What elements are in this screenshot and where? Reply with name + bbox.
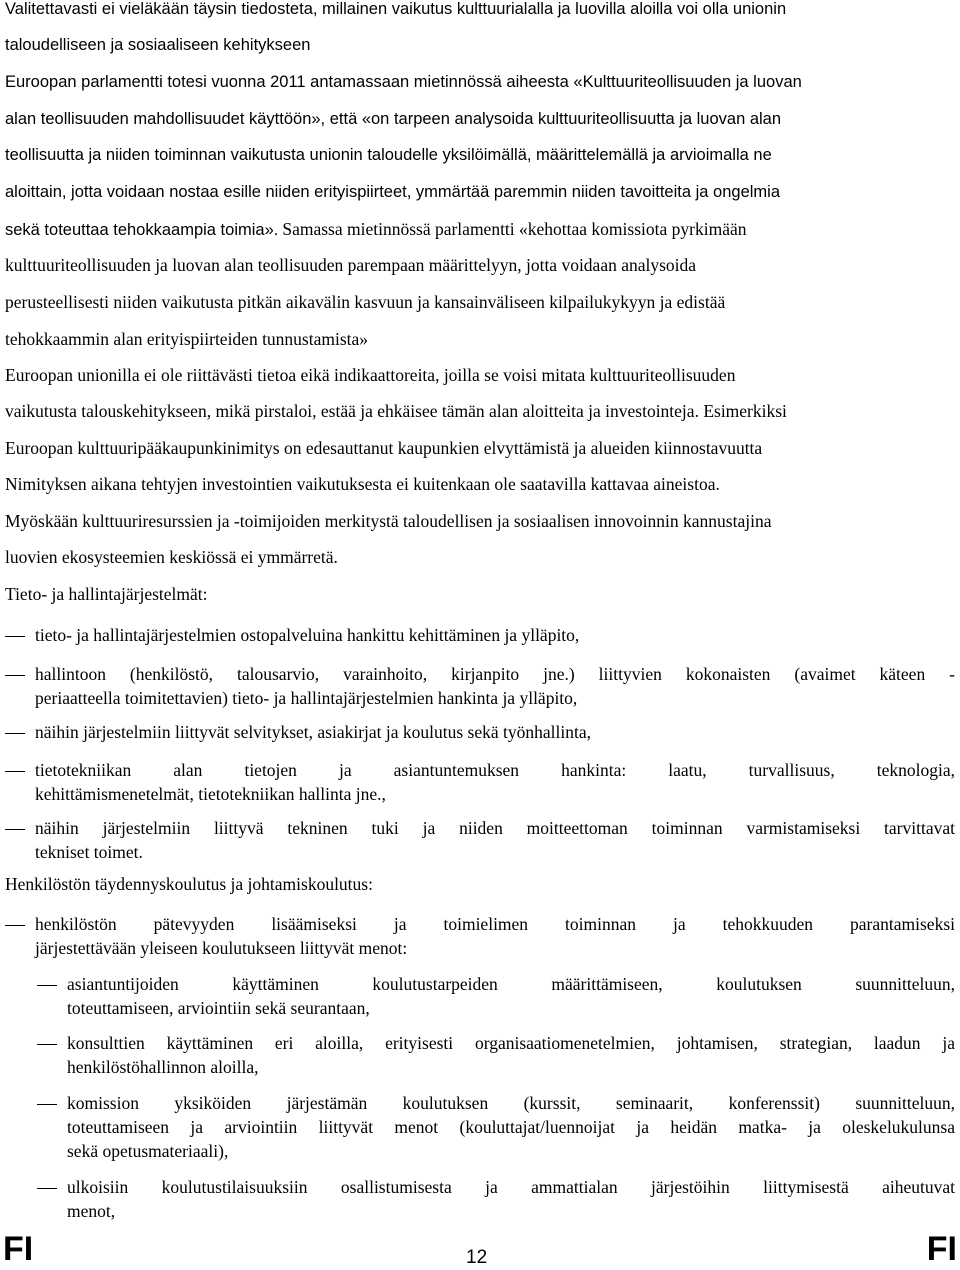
paragraph-line: Euroopan unionilla ei ole riittävästi tietoa eikä indikaattoreita, joilla se voisi mitata kulttuuriteollisuuden	[5, 365, 736, 385]
paragraph-line: luovien ekosysteemien keskiössä ei ymmärretä.	[5, 547, 338, 567]
list-bullet-dash	[5, 733, 25, 734]
list-item-line: henkilöstön pätevyyden lisäämiseksi ja toimielimen toiminnan ja tehokkuuden parantamiseksi	[35, 914, 955, 934]
list-item-line: menot,	[67, 1201, 116, 1221]
page-number: 12	[466, 1247, 488, 1268]
paragraph-line: vaikutusta talouskehitykseen, mikä pirstaloi, estää ja ehkäisee tämän alan aloitteita ja investointeja. Esimerkiksi	[5, 401, 787, 421]
list-item-line: henkilöstöhallinnon aloilla,	[67, 1057, 259, 1077]
paragraph-line: taloudelliseen ja sosiaaliseen kehitykseen	[5, 36, 311, 54]
paragraph-line: Myöskään kulttuuriresurssien ja -toimijoiden merkitystä taloudellisen ja sosiaalisen innovoinnin kannustajina	[5, 511, 772, 531]
paragraph-line-mixed	[5, 219, 955, 240]
list-item-line: toteuttamiseen ja arviointiin liittyvät menot (kouluttajat/luennoijat ja heidän matka- ja oleskelukulunsa	[67, 1117, 955, 1137]
paragraph-line: aloittain, jotta voidaan nostaa esille niiden erityispiirteet, ymmärtää paremmin niiden tavoitteita ja ongelmia	[5, 183, 780, 201]
paragraph-fragment-serif: Samassa mietinnössä parlamentti «kehottaa komissiota pyrkimään	[282, 219, 747, 239]
list-item-line: hallintoon (henkilöstö, talousarvio, varainhoito, kirjanpito jne.) liittyvien kokonaisten (avaimet käteen -	[35, 664, 955, 684]
list-bullet-dash	[37, 1104, 57, 1105]
section-heading: Henkilöstön täydennyskoulutus ja johtamiskoulutus:	[5, 874, 373, 894]
paragraph-line: kulttuuriteollisuuden ja luovan alan teollisuuden parempaan määrittelyyn, jotta voidaan analysoida	[5, 255, 697, 275]
list-item-line: asiantuntijoiden käyttäminen koulutustarpeiden määrittämiseen, koulutuksen suunnitteluun,	[67, 974, 955, 994]
list-bullet-dash	[37, 1188, 57, 1189]
paragraph-line: tehokkaammin alan erityispiirteiden tunnustamista»	[5, 329, 369, 349]
paragraph-line: Euroopan parlamentti totesi vuonna 2011 antamassaan mietinnössä aiheesta «Kulttuuriteollisuuden ja luovan	[5, 73, 802, 91]
list-item-line: komission yksiköiden järjestämän koulutuksen (kurssit, seminaarit, konferenssit) suunnitteluun,	[67, 1093, 955, 1113]
list-bullet-dash	[5, 675, 25, 676]
list-item-line: konsulttien käyttäminen eri aloilla, erityisesti organisaatiomenetelmien, johtamisen, strategian, laadun ja	[67, 1033, 955, 1053]
list-item-line: toteuttamiseen, arviointiin sekä seurantaan,	[67, 998, 370, 1018]
list-item-line: ulkoisiin koulutustilaisuuksiin osallistumisesta ja ammattialan järjestöihin liittymisestä aiheutuvat	[67, 1177, 955, 1197]
paragraph-line: perusteellisesti niiden vaikutusta pitkän aikavälin kasvuun ja kansainväliseen kilpailukykyyn ja edistää	[5, 292, 726, 312]
paragraph-line: Euroopan kulttuuripääkaupunkinimitys on edesauttanut kaupunkien elvyttämistä ja alueiden kiinnostavuutta	[5, 438, 763, 458]
paragraph-line: Valitettavasti ei vieläkään täysin tiedosteta, millainen vaikutus kulttuurialalla ja luovilla aloilla voi olla unionin	[5, 0, 787, 18]
list-item-line: näihin järjestelmiin liittyvä tekninen tuki ja niiden moitteettoman toiminnan varmistamiseksi tarvittavat	[35, 818, 955, 838]
list-item-line: periaatteella toimitettavien) tieto- ja hallintajärjestelmien hankinta ja ylläpito,	[35, 688, 578, 708]
list-item-line: tekniset toimet.	[35, 842, 143, 862]
paragraph-fragment-sans: sekä toteuttaa tehokkaampia toimia».	[5, 221, 279, 239]
section-heading: Tieto- ja hallintajärjestelmät:	[5, 584, 208, 604]
list-bullet-dash	[5, 829, 25, 830]
list-item-line: sekä opetusmateriaali),	[67, 1141, 229, 1161]
list-item-line: tietotekniikan alan tietojen ja asiantuntemuksen hankinta: laatu, turvallisuus, teknologia,	[35, 760, 955, 780]
list-item-line: tieto- ja hallintajärjestelmien ostopalveluina hankittu kehittäminen ja ylläpito,	[35, 625, 580, 645]
list-item-line: kehittämismenetelmät, tietotekniikan hallinta jne.,	[35, 784, 386, 804]
paragraph-line: alan teollisuuden mahdollisuudet käyttöön», että «on tarpeen analysoida kulttuuriteollisuutta ja luovan alan	[5, 110, 782, 128]
paragraph-line: teollisuutta ja niiden toiminnan vaikutusta unionin taloudelle yksilöimällä, määrittelemällä ja arvioimalla ne	[5, 146, 772, 164]
paragraph-line: Nimityksen aikana tehtyjen investointien vaikutuksesta ei kuitenkaan ole saatavilla kattavaa aineistoa.	[5, 474, 720, 494]
list-item-line: järjestettävään yleiseen koulutukseen liittyvät menot:	[35, 938, 408, 958]
list-bullet-dash	[37, 1044, 57, 1045]
list-bullet-dash	[5, 925, 25, 926]
list-bullet-dash	[37, 985, 57, 986]
footer-language-code-right: FI	[926, 1230, 957, 1268]
list-bullet-dash	[5, 636, 25, 637]
footer-language-code-left: FI	[3, 1230, 34, 1268]
list-bullet-dash	[5, 771, 25, 772]
list-item-line: näihin järjestelmiin liittyvät selvitykset, asiakirjat ja koulutus sekä työnhallinta,	[35, 722, 592, 742]
